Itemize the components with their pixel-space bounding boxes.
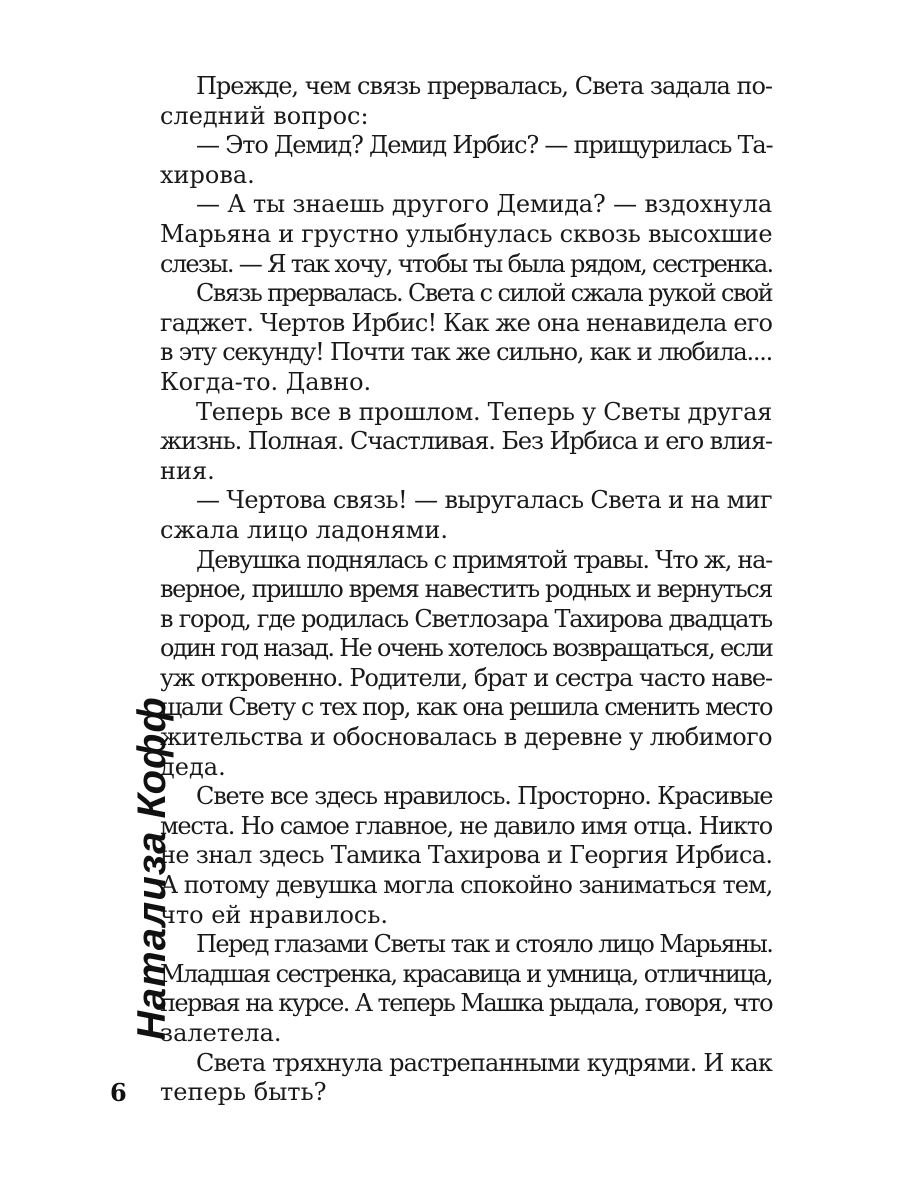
text-line: Теперь все в прошлом. Теперь у Светы другая <box>196 397 772 426</box>
text-line: первая на курсе. А теперь Машка рыдала, говоря, что <box>160 989 772 1018</box>
text-line: жизнь. Полная. Счастливая. Без Ирбиса и его влия- <box>160 427 772 456</box>
text-line: — А ты знаешь другого Демида? — вздохнула <box>196 190 772 219</box>
text-line: в эту секунду! Почти так же сильно, как и любила.... <box>160 338 772 367</box>
text-line: деда. <box>160 752 226 781</box>
text-line: один год назад. Не очень хотелось возвращаться, если <box>160 634 773 663</box>
text-line: — Чертова связь! — выругалась Света и на миг <box>196 486 772 515</box>
text-line: гаджет. Чертов Ирбис! Как же она ненавидела его <box>160 308 773 337</box>
page-number: 6 <box>110 1078 127 1107</box>
text-line: Девушка поднялась с примятой травы. Что ж, на- <box>196 545 772 574</box>
text-line: Младшая сестренка, красавица и умница, отличница, <box>160 959 772 988</box>
body-text <box>160 72 772 1108</box>
text-line: места. Но самое главное, не давило имя отца. Никто <box>160 811 772 840</box>
text-line: в город, где родилась Светлозара Тахирова двадцать <box>160 604 772 633</box>
text-line: следний вопрос: <box>160 101 369 130</box>
text-line: теперь быть? <box>160 1078 327 1107</box>
text-line: ния. <box>160 456 215 485</box>
text-line: слезы. — Я так хочу, чтобы ты была рядом, сестренка. <box>160 249 773 278</box>
text-line: щали Свету с тех пор, как она решила сменить место <box>160 693 773 722</box>
text-line: залетела. <box>160 1019 282 1047</box>
text-line: Когда-то. Давно. <box>160 367 372 396</box>
text-line: Прежде, чем связь прервалась, Света задала по- <box>196 72 772 100</box>
text-line: — Это Демид? Демид Ирбис? — прищурилась Та- <box>196 131 773 160</box>
text-line: Перед глазами Светы так и стояло лицо Марьяны. <box>196 930 773 959</box>
text-line: Связь прервалась. Света с силой сжала рукой свой <box>196 279 772 308</box>
text-line: не знал здесь Тамика Тахирова и Георгия Ирбиса. <box>160 841 773 870</box>
text-line: Марьяна и грустно улыбнулась сквозь высохшие <box>160 219 773 248</box>
text-line: верное, пришло время навестить родных и вернуться <box>160 575 772 604</box>
text-line: Свете все здесь нравилось. Просторно. Красивые <box>196 782 773 811</box>
text-line: хирова. <box>160 160 255 189</box>
author-signature: Натализа Кофф <box>130 696 174 1040</box>
text-line: жительства и обосновалась в деревне у любимого <box>160 723 772 752</box>
text-line: сжала лицо ладонями. <box>160 515 448 544</box>
text-line: что ей нравилось. <box>160 900 389 929</box>
text-line: Света тряхнула растрепанными кудрями. И как <box>196 1048 772 1077</box>
text-line: А потому девушка могла спокойно заниматься тем, <box>160 871 773 900</box>
text-line: уж откровенно. Родители, брат и сестра часто наве- <box>160 663 772 692</box>
